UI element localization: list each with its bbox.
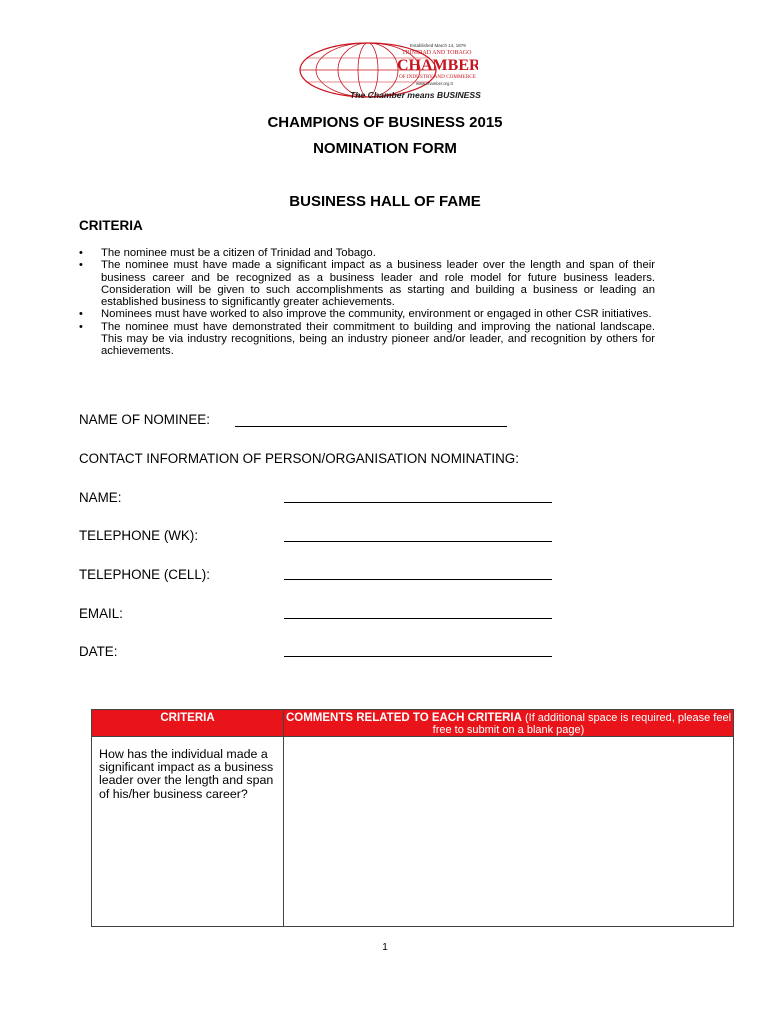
criteria-text: The nominee must have demonstrated their commitment to building and improving the national landscape. This may be via industry recognitions, being an industry pioneer and/or leader, and recognition by others for achievements. <box>101 320 655 358</box>
logo-line2: CHAMBER <box>397 57 478 74</box>
name-field[interactable] <box>284 502 552 503</box>
contact-heading: CONTACT INFORMATION OF PERSON/ORGANISATION NOMINATING: <box>79 451 519 466</box>
page-title: CHAMPIONS OF BUSINESS 2015 <box>267 114 503 131</box>
table-header-comments <box>284 712 733 736</box>
logo-line1: TRINIDAD AND TOBAGO <box>402 50 472 56</box>
telephone-work-field[interactable] <box>284 541 552 542</box>
bullet-icon: • <box>79 308 83 321</box>
criteria-item <box>79 321 655 358</box>
logo-url: www.chamber.org.tt <box>416 81 453 86</box>
award-category: BUSINESS HALL OF FAME <box>289 193 481 210</box>
form-subtitle: NOMINATION FORM <box>313 140 457 157</box>
criteria-text: The nominee must be a citizen of Trinidad and Tobago. <box>101 247 376 259</box>
bullet-icon: • <box>79 320 83 333</box>
page-number: 1 <box>382 942 388 953</box>
telephone-work-label: TELEPHONE (WK): <box>79 528 199 543</box>
criteria-table <box>91 709 734 927</box>
telephone-cell-label: TELEPHONE (CELL): <box>79 567 210 582</box>
email-label: EMAIL: <box>79 606 123 621</box>
comments-header-title: COMMENTS RELATED TO EACH CRITERIA <box>285 712 522 724</box>
criteria-list <box>79 247 655 358</box>
nominee-label: NAME OF NOMINEE: <box>79 412 210 427</box>
logo-established: Established March 14, 1879 <box>410 43 466 48</box>
logo-line3: OF INDUSTRY AND COMMERCE <box>399 74 476 80</box>
criteria-question: How has the individual made a significant impact as a business leader over the length and span of his/her business career? <box>99 747 274 801</box>
criteria-heading: CRITERIA <box>79 218 143 233</box>
logo-tagline: The Chamber means BUSINESS <box>350 90 481 100</box>
criteria-item <box>79 247 655 259</box>
email-field[interactable] <box>284 618 552 619</box>
comments-header-note: (If additional space is required, please feel free to submit on a blank page) <box>432 712 732 736</box>
date-label: DATE: <box>79 644 118 659</box>
bullet-icon: • <box>79 247 83 259</box>
criteria-item <box>79 308 655 320</box>
bullet-icon: • <box>79 259 83 272</box>
criteria-item <box>79 259 655 308</box>
table-header-criteria: CRITERIA <box>160 712 215 724</box>
criteria-text: The nominee must have made a significant impact as a business leader over the length and span of their business career and be recognized as a business leader and role model for future business leaders. Consideration will be given to such accomplishments as starting and building a business or leading an established business to significantly greater achievements. <box>101 259 655 309</box>
comments-cell[interactable] <box>284 737 733 926</box>
telephone-cell-field[interactable] <box>284 579 552 580</box>
criteria-text: Nominees must have worked to also improve the community, environment or engaged in other CSR initiatives. <box>101 308 652 321</box>
date-field[interactable] <box>284 656 552 657</box>
name-label: NAME: <box>79 490 122 505</box>
nominee-name-field[interactable] <box>235 426 507 427</box>
